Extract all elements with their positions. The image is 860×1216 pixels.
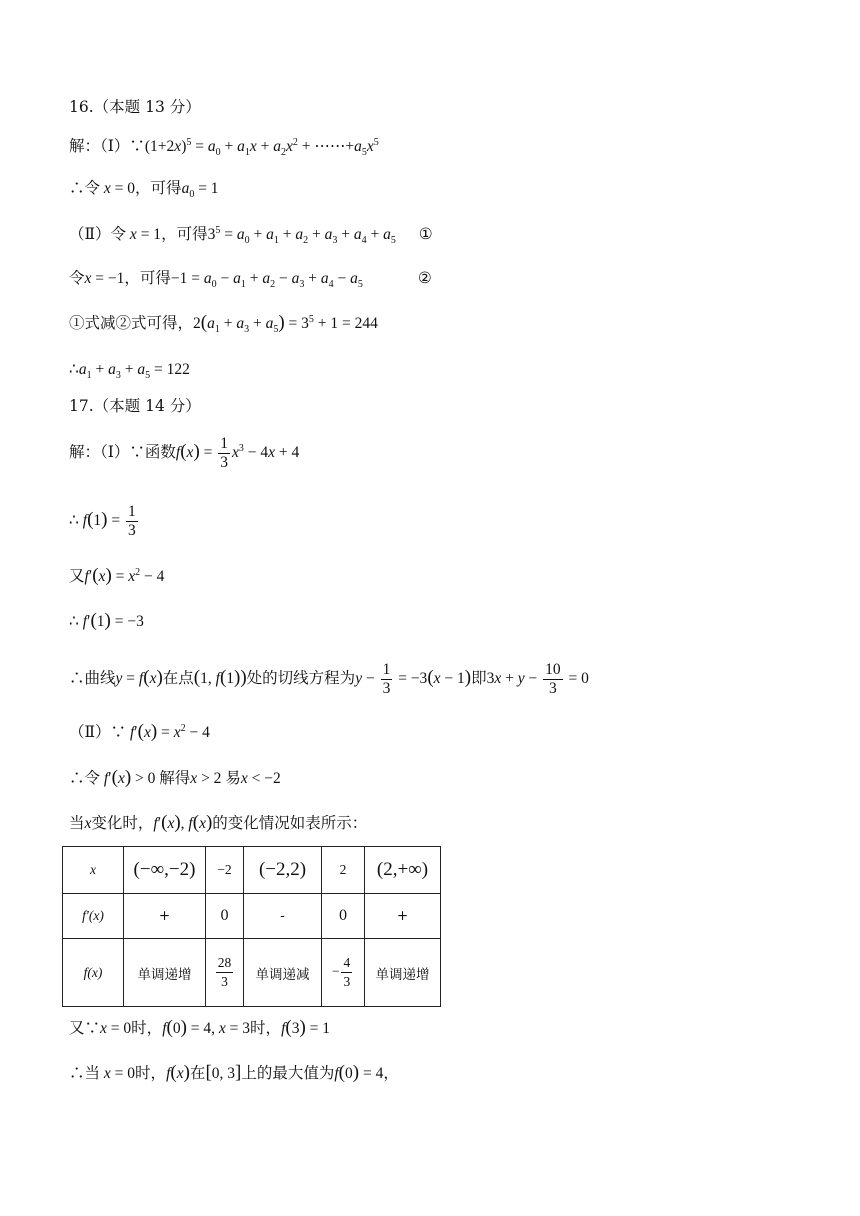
math-equation-2: $-1 = a_0 - a_1 + a_2 - a_3 + a_4 - a_5$ (170, 270, 363, 291)
math-x-eq-0-b: x = 0 (100, 1020, 132, 1037)
math-x-eq-0: x = 0 (103, 180, 136, 197)
f-of-3: f(3) = 1 (281, 1017, 331, 1038)
q17-step10 (69, 1063, 399, 1084)
table-row-fprime (63, 894, 441, 939)
q17-or-word: 易 (225, 769, 241, 787)
q17-time-word-3: 时， (135, 1064, 167, 1082)
table-interval-1: (−∞,−2) (124, 847, 206, 894)
table-cell-fprime-5: + (365, 894, 441, 939)
table-interval-4: 2 (322, 847, 365, 894)
table-cell-fprime-3: - (244, 894, 322, 939)
q17-also-word-2: 又 (69, 1019, 85, 1037)
q17-step6 (69, 722, 210, 743)
q17-on-word: 在 (189, 1064, 206, 1082)
math-x-eq-1: x = 1 (129, 226, 162, 243)
q16-step2-mid: ，可得 (135, 179, 182, 197)
function-pair: f′(x), f(x) (153, 812, 213, 833)
q16-step5-text: ①式减②式可得， (69, 314, 194, 332)
binomial-expansion: $(1+2x)^5 = a_0 + a_1x + a_2x^2$ + $\cdots\cdots+a_5x^5$ (144, 136, 379, 159)
because-symbol: ∵ (84, 1019, 101, 1037)
q17-table-intro: 的变化情况如表所示： (212, 814, 368, 832)
table-interval-5: (2,+∞) (365, 847, 441, 894)
q17-step1-prefix: 解：（Ⅰ） (69, 443, 130, 461)
table-cell-fprime-2: 0 (206, 894, 244, 939)
q17-step2 (69, 498, 140, 543)
derivative-restated: $f'(x) = x^2 - 4$ (129, 721, 210, 742)
table-label-fprime: f′(x) (63, 894, 124, 939)
q17-header: 17.（本题 14 分） (69, 397, 201, 415)
table-cell-f-min: − $\frac{4}{3}$ (322, 939, 365, 1007)
q17-tangent-word: 处的切线方程为 (246, 669, 356, 687)
circle-one-marker: ① (418, 225, 433, 243)
table-cell-fprime-4: 0 (322, 894, 365, 939)
q16-step4 (69, 268, 432, 289)
table-cell-f-5: 单调递增 (365, 939, 441, 1007)
variable-x: x (84, 815, 92, 832)
q16-step3-mid: ，可得 (161, 225, 208, 243)
q17-step3 (69, 566, 164, 587)
q17-at-point-word: 在点 (162, 669, 194, 687)
math-subtraction-result: $2(a_1 + a_3 + a_5) = 3^5 + 1 = 244$ (193, 312, 378, 336)
tangent-line-equation: y − $\frac{1}{3}$ = −3(x − 1) (355, 660, 472, 697)
therefore-symbol: ∴ (69, 669, 85, 687)
q17-step8 (69, 813, 367, 834)
therefore-symbol: ∴ (69, 511, 79, 529)
q16-step1-prefix: 解：（Ⅰ） (69, 137, 130, 155)
math-equation-1: $3^5 = a_0 + a_1 + a_2 + a_3 + a_4 + a_5$ (207, 224, 396, 247)
solution-x-gt-2: x > 2 (190, 770, 226, 787)
q17-step1 (69, 430, 299, 475)
math-f-of-1: f(1) = $\frac{1}{3}$ (82, 502, 136, 539)
therefore-symbol: ∴ (69, 360, 79, 378)
table-interval-2: −2 (206, 847, 244, 894)
q16-step2-let: 令 (84, 179, 101, 197)
max-value-denominator: 3 (221, 974, 228, 989)
min-value-numerator: 4 (341, 954, 352, 973)
tangent-point: (1, f(1)) (193, 667, 247, 688)
therefore-symbol: ∴ (69, 612, 79, 630)
function-definition: f(x) = $\frac{1}{3}$ $x^3 - 4x + 4$ (175, 434, 300, 471)
q16-result (69, 359, 190, 380)
table-row-x (63, 847, 441, 894)
max-value-numerator: 28 (216, 954, 234, 973)
table-cell-f-3: 单调递减 (244, 939, 322, 1007)
q17-varies-word: 变化时， (91, 814, 154, 832)
q17-step5 (69, 656, 589, 701)
therefore-symbol: ∴ (69, 179, 85, 197)
therefore-symbol: ∴ (69, 769, 85, 787)
tangent-line-standard-form: 3x + y − $\frac{10}{3}$ = 0 (486, 660, 589, 697)
derivative-definition: $f'(x) = x^2 - 4$ (84, 565, 165, 586)
q16-step2 (69, 178, 219, 199)
q17-function-word: 函数 (144, 443, 176, 461)
q16-step4-prefix: 令 (69, 269, 85, 287)
endpoint-values: f(0) = 4, x = 3 (162, 1017, 251, 1038)
q17-solve-word: 解得 (159, 769, 191, 787)
maximum-value: f(0) = 4 (334, 1062, 384, 1083)
derivative-positive: f′(x) > 0 (103, 767, 160, 788)
table-cell-f-max (206, 939, 244, 1007)
math-derivative-at-1: f′(1) = −3 (82, 610, 144, 631)
math-x-eq-neg1: x = −1 (84, 270, 125, 287)
q17-step9 (69, 1018, 330, 1039)
table-cell-fprime-1: + (124, 894, 206, 939)
q16-step3-prefix: （Ⅱ）令 (69, 225, 127, 243)
q16-step5 (69, 313, 378, 334)
q17-when-word-2: 当 (84, 1064, 101, 1082)
table-label-f: f(x) (63, 939, 124, 1007)
table-header-x: x (63, 847, 124, 894)
q17-step6-prefix: （Ⅱ） (69, 723, 111, 741)
math-a0-eq-1: $a_0 = 1$ (181, 180, 219, 201)
curve-equation: y = f(x) (115, 667, 163, 688)
q17-curve-word: 曲线 (84, 669, 116, 687)
table-cell-f-1: 单调递增 (124, 939, 206, 1007)
q17-time-word-1: 时， (131, 1019, 163, 1037)
q17-let-word: 令 (84, 769, 101, 787)
because-symbol: ∵ (110, 723, 127, 741)
variation-table (62, 846, 441, 1007)
q17-time-word-2: 时， (250, 1019, 282, 1037)
q16-step4-mid: ，可得 (124, 269, 171, 287)
q16-step1 (69, 136, 379, 157)
function-f-of-x: f(x) (166, 1062, 190, 1083)
q17-when-word: 当 (69, 814, 85, 832)
because-symbol: ∵ (129, 137, 145, 155)
q17-also-word: 又 (69, 567, 85, 585)
therefore-symbol: ∴ (69, 1064, 85, 1082)
q17-max-word: 上的最大值为 (241, 1064, 335, 1082)
q17-ie-word: 即 (471, 669, 487, 687)
math-odd-coefficient-sum: $a_1 + a_3 + a_5$ = (78, 361, 167, 382)
table-interval-3: (−2,2) (244, 847, 322, 894)
table-row-f (63, 939, 441, 1007)
solution-x-lt-neg2: x < −2 (240, 770, 281, 787)
q16-step3 (69, 224, 433, 245)
q17-end-comma: ， (383, 1064, 399, 1082)
because-symbol: ∵ (129, 443, 145, 461)
q17-step4 (69, 611, 144, 632)
circle-two-marker: ② (417, 269, 432, 287)
closed-interval: [0, 3] (205, 1062, 242, 1083)
min-value-denominator: 3 (343, 974, 351, 989)
q17-step7 (69, 768, 281, 789)
q16-header: 16.（本题 13 分） (69, 98, 201, 116)
math-x-eq-0-c: x = 0 (103, 1065, 136, 1082)
math-result-value: 122 (166, 361, 190, 378)
